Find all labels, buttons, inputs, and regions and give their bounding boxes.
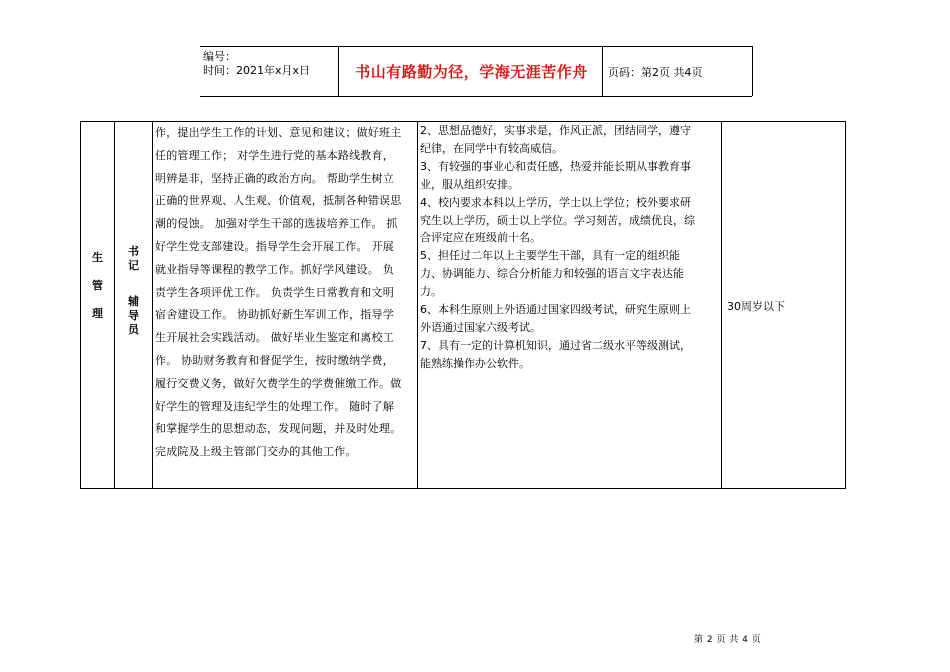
category-cell [92, 251, 103, 321]
duty-line: 作，提出学生工作的计划、意见和建议；做好班主 [155, 126, 402, 139]
document-date: 时间：2021年x月x日 [203, 64, 311, 77]
age-requirement-cell: 30周岁以下 [727, 300, 785, 313]
category-char: 理 [92, 307, 103, 320]
duty-line: 正确的世界观、人生观、价值观，抵制各种错误思 [155, 194, 402, 208]
position-cell [128, 245, 139, 337]
duty-line: 责学生各项评优工作。 负责学生日常教育和文明 [155, 285, 394, 299]
requirement-line: 力、协调能力、综合分析能力和较强的语言文字表达能 [420, 267, 684, 281]
position-char: 导 [128, 309, 139, 322]
column-divider [721, 122, 722, 488]
position-char: 书 [128, 245, 139, 258]
header-info [203, 50, 310, 78]
job-duties-cell [155, 122, 417, 464]
position-char: 记 [128, 259, 139, 272]
duty-line: 明辨是非，坚持正确的政治方向。 帮助学生树立 [155, 171, 394, 185]
requirement-line: 业，服从组织安排。 [420, 177, 519, 191]
duty-line: 完成院及上级主管部门交办的其他工作。 [155, 445, 357, 459]
requirement-line: 力。 [420, 285, 442, 299]
column-divider [114, 122, 115, 488]
header-divider [752, 46, 753, 96]
requirements-cell [420, 122, 720, 373]
requirement-line: 6、本科生原则上外语通过国家四级考试，研究生原则上 [420, 303, 691, 317]
requirement-line: 能熟练操作办公软件。 [420, 356, 530, 370]
requirement-line: 合评定应在班级前十名。 [420, 231, 541, 245]
duty-line: 就业指导等课程的教学工作。抓好学风建设。 负 [155, 262, 394, 276]
column-divider [152, 122, 153, 488]
requirement-line: 究生以上学历，硕士以上学位。学习刻苦，成绩优良，综 [420, 213, 695, 227]
category-char: 生 [92, 251, 103, 264]
requirement-line: 4、校内要求本科以上学历，学士以上学位；校外要求研 [420, 195, 691, 209]
duty-line: 作。 协助财务教育和督促学生，按时缴纳学费， [155, 353, 394, 367]
category-char: 管 [92, 279, 103, 292]
requirement-line: 7、具有一定的计算机知识，通过省二级水平等级测试， [420, 338, 691, 352]
requirement-line: 2、思想品德好，实事求是，作风正派，团结同学，遵守 [420, 124, 691, 137]
job-description-table [80, 121, 846, 489]
duty-line: 任的管理工作； 对学生进行党的基本路线教育， [155, 148, 394, 162]
requirement-line: 5、担任过二年以上主要学生干部，具有一定的组织能 [420, 249, 680, 263]
column-divider [417, 122, 418, 488]
duty-line: 生开展社会实践活动。 做好毕业生鉴定和离校工 [155, 331, 394, 345]
header-bottom-rule [200, 96, 752, 97]
duty-line: 好学生党支部建设。指导学生会开展工作。 开展 [155, 239, 394, 253]
duty-line: 和掌握学生的思想动态，发现问题，并及时处理。 [155, 422, 402, 436]
requirement-line: 纪律，在同学中有较高威信。 [420, 141, 563, 155]
header-motto: 书山有路勤为径，学海无涯苦作舟 [355, 62, 588, 81]
header-divider [338, 46, 339, 96]
header-page-number: 页码：第2页 共4页 [608, 66, 703, 79]
position-char: 辅 [128, 295, 139, 308]
duty-line: 履行交费义务，做好欠费学生的学费催缴工作。做 [155, 376, 402, 390]
document-number-label: 编号： [203, 50, 236, 63]
position-char: 员 [128, 323, 139, 336]
requirement-line: 外语通过国家六级考试。 [420, 320, 541, 334]
duty-line: 潮的侵蚀。 加强对学生干部的选拔培养工作。 抓 [155, 217, 398, 231]
header-divider [602, 46, 603, 96]
requirement-line: 3、有较强的事业心和责任感，热爱并能长期从事教育事 [420, 159, 691, 173]
footer-page-number: 第 2 页 共 4 页 [694, 635, 762, 645]
duty-line: 好学生的管理及违纪学生的处理工作。 随时了解 [155, 399, 394, 413]
duty-line: 宿舍建设工作。 协助抓好新生军训工作，指导学 [155, 308, 394, 322]
